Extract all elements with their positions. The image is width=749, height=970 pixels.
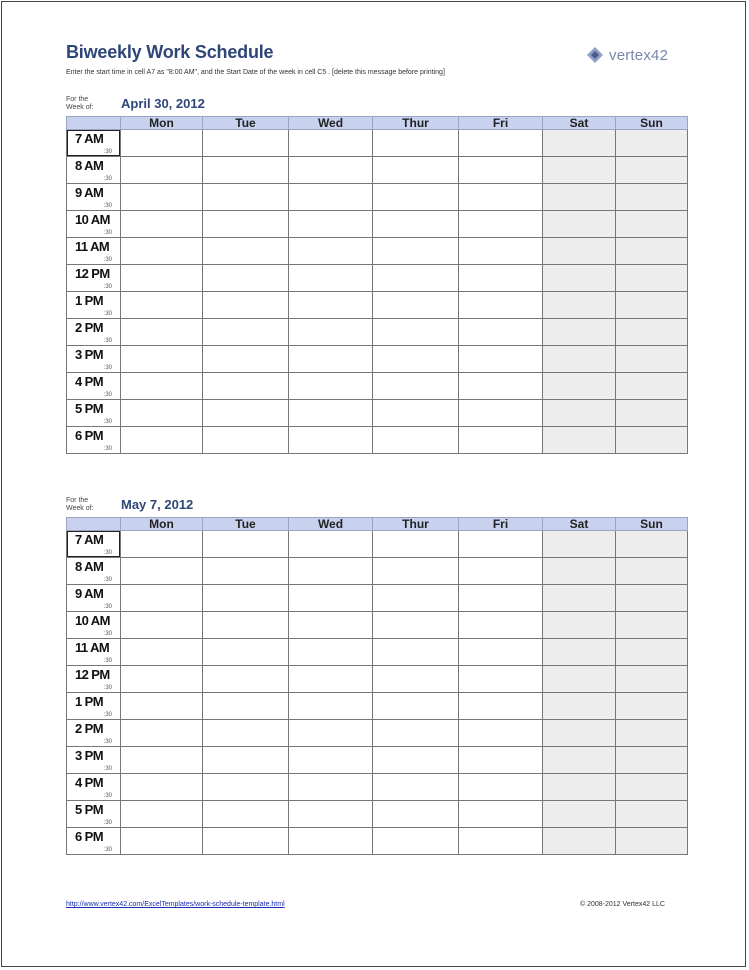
schedule-cell[interactable] (121, 211, 203, 238)
time-cell (67, 666, 121, 693)
header-corner (67, 518, 121, 531)
header-corner (67, 117, 121, 130)
schedule-cell[interactable] (543, 265, 616, 292)
schedule-cell[interactable] (289, 265, 373, 292)
schedule-cell[interactable] (373, 211, 459, 238)
schedule-cell[interactable] (543, 720, 616, 747)
schedule-cell[interactable] (373, 639, 459, 666)
time-row (67, 292, 688, 319)
schedule-cell[interactable] (616, 265, 688, 292)
half-hour-label: :30 (103, 230, 112, 236)
time-cell (67, 265, 121, 292)
schedule-cell[interactable] (289, 774, 373, 801)
vertex-logo-icon (585, 45, 605, 65)
schedule-cell[interactable] (203, 346, 289, 373)
schedule-cell[interactable] (289, 828, 373, 855)
schedule-cell[interactable] (373, 319, 459, 346)
schedule-cell[interactable] (373, 346, 459, 373)
schedule-cell[interactable] (289, 558, 373, 585)
schedule-cell[interactable] (459, 292, 543, 319)
hour-label: 7 AM (75, 532, 104, 547)
schedule-cell[interactable] (203, 612, 289, 639)
schedule-cell[interactable] (373, 184, 459, 211)
schedule-cell[interactable] (121, 639, 203, 666)
schedule-cell[interactable] (203, 400, 289, 427)
schedule-cell[interactable] (373, 427, 459, 454)
schedule-cell[interactable] (373, 801, 459, 828)
copyright-text: © 2008-2012 Vertex42 LLC (580, 901, 665, 908)
schedule-cell[interactable] (459, 612, 543, 639)
hour-label: 4 PM (75, 374, 103, 389)
schedule-cell[interactable] (203, 265, 289, 292)
schedule-cell[interactable] (121, 427, 203, 454)
schedule-cell[interactable] (543, 211, 616, 238)
schedule-cell[interactable] (543, 774, 616, 801)
schedule-cell[interactable] (289, 720, 373, 747)
schedule-cell[interactable] (203, 801, 289, 828)
schedule-cell[interactable] (459, 666, 543, 693)
time-row (67, 400, 688, 427)
schedule-cell[interactable] (203, 720, 289, 747)
day-header: Mon (121, 117, 203, 130)
schedule-cell[interactable] (459, 558, 543, 585)
schedule-cell[interactable] (459, 130, 543, 157)
half-hour-label: :30 (103, 658, 112, 664)
schedule-cell[interactable] (543, 801, 616, 828)
time-row (67, 774, 688, 801)
week-label: For the Week of: (66, 96, 94, 111)
time-row (67, 801, 688, 828)
schedule-cell[interactable] (373, 693, 459, 720)
time-cell (67, 346, 121, 373)
schedule-cell[interactable] (543, 612, 616, 639)
schedule-cell[interactable] (459, 373, 543, 400)
hour-label: 6 PM (75, 829, 103, 844)
schedule-cell[interactable] (543, 184, 616, 211)
day-header: Sat (543, 117, 616, 130)
schedule-cell[interactable] (459, 184, 543, 211)
schedule-cell[interactable] (121, 720, 203, 747)
schedule-cell[interactable] (459, 427, 543, 454)
schedule-cell[interactable] (289, 747, 373, 774)
hour-label: 1 PM (75, 694, 103, 709)
schedule-cell[interactable] (289, 130, 373, 157)
schedule-cell[interactable] (289, 346, 373, 373)
schedule-cell[interactable] (289, 400, 373, 427)
schedule-cell[interactable] (616, 373, 688, 400)
schedule-cell[interactable] (616, 585, 688, 612)
time-cell (67, 211, 121, 238)
schedule-cell[interactable] (121, 238, 203, 265)
time-row (67, 265, 688, 292)
schedule-cell[interactable] (543, 531, 616, 558)
schedule-cell[interactable] (459, 157, 543, 184)
day-header: Mon (121, 518, 203, 531)
schedule-cell[interactable] (121, 612, 203, 639)
schedule-cell[interactable] (373, 292, 459, 319)
schedule-cell[interactable] (121, 747, 203, 774)
hour-label: 9 AM (75, 185, 104, 200)
schedule-cell[interactable] (121, 184, 203, 211)
schedule-cell[interactable] (616, 720, 688, 747)
half-hour-label: :30 (103, 392, 112, 398)
hour-label: 11 AM (75, 640, 110, 655)
time-cell (67, 400, 121, 427)
schedule-cell[interactable] (459, 211, 543, 238)
schedule-cell[interactable] (543, 157, 616, 184)
half-hour-label: :30 (103, 604, 112, 610)
time-cell (67, 612, 121, 639)
time-cell (67, 238, 121, 265)
schedule-cell[interactable] (373, 157, 459, 184)
schedule-cell[interactable] (289, 373, 373, 400)
time-row (67, 639, 688, 666)
day-header: Tue (203, 117, 289, 130)
schedule-cell[interactable] (616, 400, 688, 427)
half-hour-label: :30 (103, 685, 112, 691)
schedule-cell[interactable] (373, 558, 459, 585)
hour-label: 3 PM (75, 748, 103, 763)
half-hour-label: :30 (103, 176, 112, 182)
schedule-cell[interactable] (459, 828, 543, 855)
schedule-cell[interactable] (459, 346, 543, 373)
schedule-cell[interactable] (121, 693, 203, 720)
time-row (67, 666, 688, 693)
schedule-cell[interactable] (459, 238, 543, 265)
schedule-cell[interactable] (616, 801, 688, 828)
schedule-cell[interactable] (121, 265, 203, 292)
schedule-cell[interactable] (289, 666, 373, 693)
schedule-cell[interactable] (616, 184, 688, 211)
hour-label: 5 PM (75, 401, 103, 416)
schedule-cell[interactable] (616, 558, 688, 585)
schedule-cell[interactable] (121, 319, 203, 346)
page-title: Biweekly Work Schedule (66, 42, 274, 62)
half-hour-label: :30 (103, 257, 112, 263)
hour-label: 11 AM (75, 239, 110, 254)
week-block-2 (66, 497, 687, 887)
half-hour-label: :30 (103, 419, 112, 425)
schedule-cell[interactable] (616, 319, 688, 346)
schedule-cell[interactable] (459, 720, 543, 747)
day-header: Tue (203, 518, 289, 531)
schedule-cell[interactable] (289, 292, 373, 319)
half-hour-label: :30 (103, 149, 112, 155)
schedule-cell[interactable] (373, 400, 459, 427)
schedule-cell[interactable] (203, 130, 289, 157)
schedule-cell[interactable] (203, 211, 289, 238)
half-hour-label: :30 (103, 365, 112, 371)
time-row (67, 693, 688, 720)
hour-label: 2 PM (75, 721, 103, 736)
half-hour-label: :30 (103, 766, 112, 772)
schedule-cell[interactable] (373, 531, 459, 558)
schedule-cell[interactable] (289, 211, 373, 238)
half-hour-label: :30 (103, 550, 112, 556)
time-row (67, 585, 688, 612)
schedule-cell[interactable] (121, 292, 203, 319)
time-row (67, 346, 688, 373)
schedule-cell[interactable] (289, 184, 373, 211)
schedule-cell[interactable] (459, 319, 543, 346)
schedule-cell[interactable] (459, 801, 543, 828)
time-row (67, 130, 688, 157)
schedule-cell[interactable] (616, 639, 688, 666)
schedule-cell[interactable] (616, 828, 688, 855)
half-hour-label: :30 (103, 793, 112, 799)
time-cell (67, 639, 121, 666)
schedule-cell[interactable] (616, 292, 688, 319)
schedule-cell[interactable] (289, 427, 373, 454)
schedule-cell[interactable] (373, 130, 459, 157)
schedule-cell[interactable] (121, 373, 203, 400)
schedule-cell[interactable] (121, 157, 203, 184)
time-cell (67, 373, 121, 400)
day-header: Wed (289, 117, 373, 130)
schedule-cell[interactable] (289, 238, 373, 265)
schedule-cell[interactable] (543, 828, 616, 855)
time-cell (67, 427, 121, 454)
schedule-cell[interactable] (543, 238, 616, 265)
schedule-cell[interactable] (616, 346, 688, 373)
time-row (67, 828, 688, 855)
day-header: Fri (459, 117, 543, 130)
schedule-cell[interactable] (203, 828, 289, 855)
half-hour-label: :30 (103, 712, 112, 718)
schedule-cell[interactable] (459, 585, 543, 612)
template-link[interactable]: http://www.vertex42.com/ExcelTemplates/work-schedule-template.html (66, 901, 285, 908)
hour-label: 10 AM (75, 212, 110, 227)
schedule-cell[interactable] (459, 265, 543, 292)
week-date: April 30, 2012 (121, 96, 205, 111)
schedule-cell[interactable] (543, 693, 616, 720)
schedule-cell[interactable] (459, 400, 543, 427)
schedule-cell[interactable] (203, 427, 289, 454)
hour-label: 7 AM (75, 131, 104, 146)
hour-label: 10 AM (75, 613, 110, 628)
time-row (67, 747, 688, 774)
schedule-cell[interactable] (459, 747, 543, 774)
hour-label: 8 AM (75, 158, 104, 173)
schedule-cell[interactable] (616, 238, 688, 265)
schedule-cell[interactable] (459, 774, 543, 801)
schedule-cell[interactable] (203, 585, 289, 612)
schedule-cell[interactable] (543, 558, 616, 585)
schedule-cell[interactable] (543, 747, 616, 774)
hour-label: 1 PM (75, 293, 103, 308)
schedule-cell[interactable] (373, 373, 459, 400)
time-row (67, 558, 688, 585)
time-row (67, 531, 688, 558)
time-cell (67, 184, 121, 211)
time-row (67, 184, 688, 211)
schedule-cell[interactable] (373, 774, 459, 801)
vertex42-logo (585, 45, 668, 65)
schedule-cell[interactable] (289, 585, 373, 612)
day-header: Wed (289, 518, 373, 531)
hour-label: 6 PM (75, 428, 103, 443)
schedule-cell[interactable] (616, 774, 688, 801)
schedule-cell[interactable] (616, 693, 688, 720)
schedule-cell[interactable] (543, 666, 616, 693)
schedule-cell[interactable] (616, 427, 688, 454)
time-cell (67, 693, 121, 720)
week-label: For the Week of: (66, 497, 94, 512)
hour-label: 4 PM (75, 775, 103, 790)
schedule-cell[interactable] (543, 400, 616, 427)
schedule-cell[interactable] (203, 157, 289, 184)
hour-label: 3 PM (75, 347, 103, 362)
schedule-cell[interactable] (459, 639, 543, 666)
schedule-cell[interactable] (289, 157, 373, 184)
day-header: Sun (616, 117, 688, 130)
time-row (67, 612, 688, 639)
schedule-cell[interactable] (121, 585, 203, 612)
day-header: Sat (543, 518, 616, 531)
time-cell (67, 801, 121, 828)
schedule-cell[interactable] (373, 720, 459, 747)
schedule-cell[interactable] (203, 292, 289, 319)
time-cell (67, 157, 121, 184)
schedule-cell[interactable] (121, 774, 203, 801)
schedule-grid (66, 517, 688, 855)
time-cell (67, 292, 121, 319)
time-cell (67, 747, 121, 774)
schedule-cell[interactable] (121, 130, 203, 157)
schedule-cell[interactable] (203, 184, 289, 211)
time-row (67, 319, 688, 346)
day-header: Fri (459, 518, 543, 531)
schedule-cell[interactable] (121, 666, 203, 693)
schedule-cell[interactable] (289, 531, 373, 558)
schedule-cell[interactable] (203, 693, 289, 720)
half-hour-label: :30 (103, 847, 112, 853)
time-cell (67, 585, 121, 612)
time-cell (67, 319, 121, 346)
schedule-cell[interactable] (121, 400, 203, 427)
week-date: May 7, 2012 (121, 497, 194, 512)
schedule-cell[interactable] (616, 531, 688, 558)
schedule-cell[interactable] (121, 346, 203, 373)
schedule-cell[interactable] (203, 666, 289, 693)
hour-label: 12 PM (75, 266, 110, 281)
schedule-cell[interactable] (459, 693, 543, 720)
schedule-cell[interactable] (203, 747, 289, 774)
hour-label: 12 PM (75, 667, 110, 682)
schedule-cell[interactable] (543, 346, 616, 373)
schedule-cell[interactable] (289, 693, 373, 720)
schedule-cell[interactable] (121, 801, 203, 828)
schedule-cell[interactable] (373, 265, 459, 292)
schedule-cell[interactable] (543, 427, 616, 454)
schedule-cell[interactable] (373, 238, 459, 265)
schedule-cell[interactable] (373, 666, 459, 693)
half-hour-label: :30 (103, 203, 112, 209)
half-hour-label: :30 (103, 631, 112, 637)
hour-label: 2 PM (75, 320, 103, 335)
schedule-cell[interactable] (121, 558, 203, 585)
schedule-cell[interactable] (616, 130, 688, 157)
schedule-cell[interactable] (543, 373, 616, 400)
schedule-cell[interactable] (459, 531, 543, 558)
time-cell (67, 531, 121, 558)
time-cell (67, 720, 121, 747)
half-hour-label: :30 (103, 338, 112, 344)
schedule-cell[interactable] (373, 828, 459, 855)
half-hour-label: :30 (103, 739, 112, 745)
day-header: Sun (616, 518, 688, 531)
time-cell (67, 558, 121, 585)
schedule-cell[interactable] (616, 666, 688, 693)
schedule-cell[interactable] (203, 319, 289, 346)
time-row (67, 157, 688, 184)
schedule-cell[interactable] (203, 774, 289, 801)
schedule-cell[interactable] (616, 612, 688, 639)
schedule-cell[interactable] (543, 130, 616, 157)
time-row (67, 720, 688, 747)
schedule-cell[interactable] (121, 531, 203, 558)
half-hour-label: :30 (103, 820, 112, 826)
time-cell (67, 828, 121, 855)
day-header: Thur (373, 518, 459, 531)
schedule-cell[interactable] (289, 319, 373, 346)
schedule-cell[interactable] (616, 747, 688, 774)
time-row (67, 211, 688, 238)
schedule-cell[interactable] (543, 292, 616, 319)
logo-text: vertex42 (609, 46, 669, 64)
hour-label: 9 AM (75, 586, 104, 601)
schedule-cell[interactable] (289, 639, 373, 666)
schedule-cell[interactable] (543, 585, 616, 612)
hour-label: 5 PM (75, 802, 103, 817)
hour-label: 8 AM (75, 559, 104, 574)
schedule-cell[interactable] (121, 828, 203, 855)
schedule-cell[interactable] (203, 531, 289, 558)
week-block-1 (66, 96, 687, 486)
half-hour-label: :30 (103, 446, 112, 452)
half-hour-label: :30 (103, 311, 112, 317)
time-row (67, 238, 688, 265)
schedule-cell[interactable] (203, 238, 289, 265)
schedule-cell[interactable] (289, 612, 373, 639)
schedule-cell[interactable] (373, 747, 459, 774)
half-hour-label: :30 (103, 284, 112, 290)
time-row (67, 373, 688, 400)
day-header: Thur (373, 117, 459, 130)
schedule-cell[interactable] (203, 639, 289, 666)
schedule-cell[interactable] (373, 585, 459, 612)
schedule-grid (66, 116, 688, 454)
schedule-cell[interactable] (616, 157, 688, 184)
schedule-cell[interactable] (616, 211, 688, 238)
time-cell (67, 130, 121, 157)
instruction-text: Enter the start time in cell A7 as "8:00 AM", and the Start Date of the week in cell C5 . [delete this message before printing] (66, 69, 445, 76)
schedule-cell[interactable] (289, 801, 373, 828)
time-row (67, 427, 688, 454)
schedule-cell[interactable] (373, 612, 459, 639)
schedule-cell[interactable] (203, 373, 289, 400)
time-cell (67, 774, 121, 801)
schedule-cell[interactable] (203, 558, 289, 585)
schedule-cell[interactable] (543, 639, 616, 666)
half-hour-label: :30 (103, 577, 112, 583)
schedule-cell[interactable] (543, 319, 616, 346)
